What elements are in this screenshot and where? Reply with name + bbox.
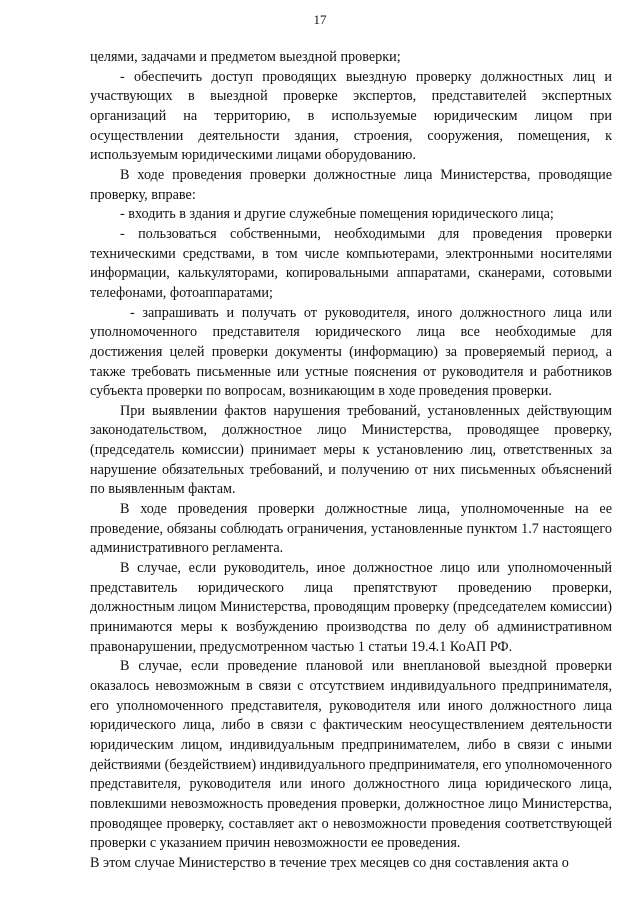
- paragraph: В этом случае Министерство в течение трех месяцев со дня составления акта о: [90, 854, 569, 871]
- paragraph: - запрашивать и получать от руководителя, иного должностного лица или уполномоченного представителя юридического лица все необходимые для достижения целей проверки документы (информацию) за проверяемый период, а также требовать письменные или устные пояснения от руководителя и работников субъекта проверки по вопросам, возникающим в ходе проведения проверки.: [90, 304, 612, 400]
- paragraph: При выявлении фактов нарушения требований, установленных действующим законодательством, должностное лицо Министерства, проводящее проверку, (председатель комиссии) принимает меры к установлению лиц, ответственных за нарушение обязательных требований, и получению от них письменных объяснений по выявленным фактам.: [90, 402, 612, 498]
- paragraph: - обеспечить доступ проводящих выездную проверку должностных лиц и участвующих в выездной проверке экспертов, представителей экспертных организаций на территорию, в используемые юридическим лицом при осуществлении деятельности здания, строения, сооружения, помещения, к используемым юридическими лицами оборудованию.: [90, 68, 612, 164]
- paragraph: - входить в здания и другие служебные помещения юридического лица;: [120, 206, 554, 223]
- paragraph: - пользоваться собственными, необходимыми для проведения проверки техническими средствами, в том числе компьютерами, электронными носителями информации, калькуляторами, копировальными аппаратами, сканерами, сотовыми телефонами, фотоаппаратами;: [90, 225, 612, 301]
- paragraph: В случае, если проведение плановой или внеплановой выездной проверки оказалось невозможным в связи с отсутствием индивидуального предпринимателя, его уполномоченного представителя, руководителя или иного должностного лица юридического лица, либо в связи с фактическим неосуществлением деятельности юридическим лицом, индивидуальным предпринимателем, либо в связи с иными действиями (бездействием) индивидуального предпринимателя, его уполномоченного представителя, руководителя или иного должностного лица юридического лица, повлекшими невозможность проведения проверки, должностное лицо Министерства, проводящее проверку, составляет акт о невозможности проведения соответствующей проверки с указанием причин невозможности ее проведения.: [90, 658, 612, 852]
- page-number: 17: [313, 12, 327, 27]
- document-body: [90, 48, 612, 874]
- paragraph: В ходе проведения проверки должностные лица, уполномоченные на ее проведение, обязаны соблюдать ограничения, установленные пунктом 1.7 настоящего административного регламента.: [90, 501, 612, 557]
- paragraph: В ходе проведения проверки должностные лица Министерства, проводящие проверку, вправе:: [90, 166, 612, 203]
- paragraph: В случае, если руководитель, иное должностное лицо или уполномоченный представитель юридического лица препятствуют проведению проверки, должностным лицом Министерства, проводящим проверку (председателем комиссии) принимаются меры к возбуждению производства по делу об административном правонарушении, предусмотренном частью 1 статьи 19.4.1 КоАП РФ.: [90, 560, 612, 655]
- paragraph: целями, задачами и предметом выездной проверки;: [90, 49, 401, 65]
